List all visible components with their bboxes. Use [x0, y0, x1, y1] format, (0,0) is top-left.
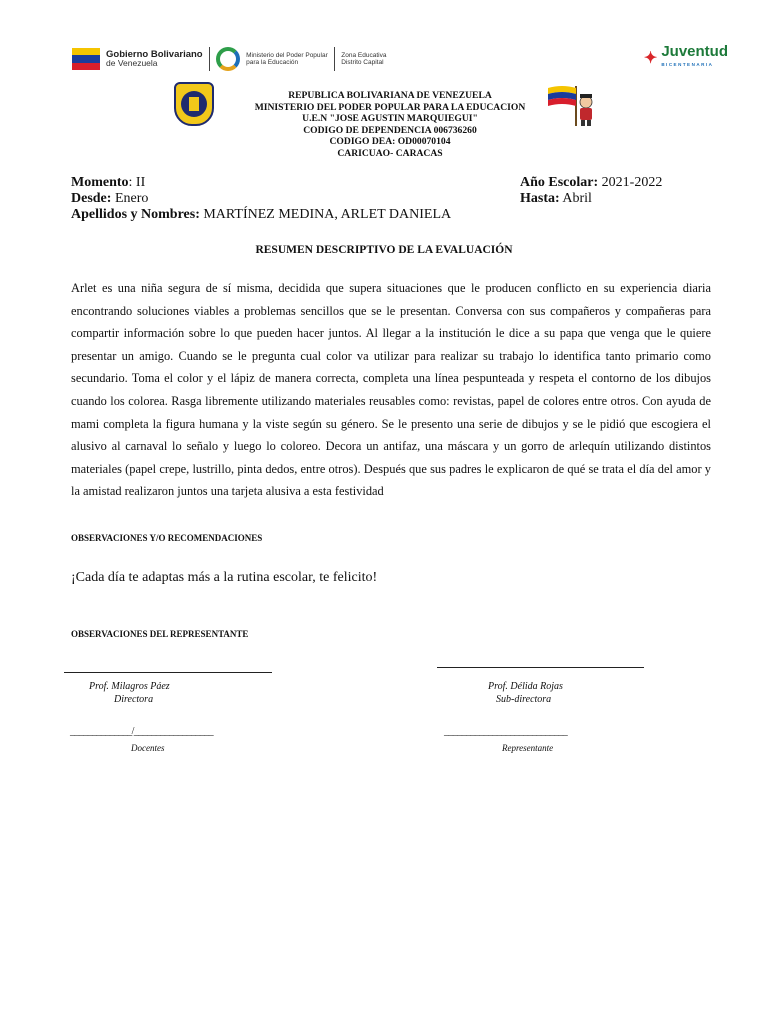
- zona-line1: Zona Educativa: [341, 51, 387, 59]
- ministerio-logo-icon: [216, 47, 240, 71]
- momento-field: [71, 175, 145, 191]
- venezuela-flag-icon: [72, 48, 100, 70]
- divider: [334, 47, 336, 71]
- juventud-logo: [644, 44, 728, 72]
- representante-signature-line: ____________________________: [444, 726, 568, 737]
- hasta-label: Hasta:: [520, 191, 560, 206]
- anio-escolar-field: [520, 175, 662, 191]
- nombres-field: [71, 207, 451, 223]
- header-line5: CODIGO DEA: OD00070104: [329, 136, 451, 147]
- observaciones-text: ¡Cada día te adaptas más a la rutina escolar, te felicito!: [71, 570, 378, 585]
- nombres-label: Apellidos y Nombres:: [71, 207, 200, 222]
- docentes-role: Docentes: [131, 743, 165, 753]
- ministerio-line2: para la Educación: [246, 59, 299, 66]
- subdirectora-name: Prof. Délida Rojas: [488, 681, 563, 692]
- subdirectora-signature-line: [437, 667, 644, 668]
- docentes-signature-line: ______________/__________________: [70, 726, 213, 737]
- directora-signature-line: [64, 672, 272, 673]
- anio-value: 2021-2022: [598, 175, 663, 190]
- gobierno-line1: Gobierno Bolivariano: [106, 49, 203, 60]
- desde-field: [71, 191, 148, 207]
- nombres-value: MARTÍNEZ MEDINA, ARLET DANIELA: [199, 207, 452, 222]
- momento-label: Momento: [71, 175, 129, 190]
- observaciones-heading: OBSERVACIONES Y/O RECOMENDACIONES: [71, 533, 263, 543]
- juventud-word: Juventud: [661, 43, 728, 60]
- anio-label: Año Escolar:: [520, 175, 599, 190]
- zona-line2: Distrito Capital: [341, 59, 384, 66]
- summary-paragraph: Arlet es una niña segura de sí misma, decidida que supera situaciones que le producen conflicto en su experiencia diaria encontrando soluciones viables a problemas sencillos que se le presentan. Conversa con sus compañeros y compañeras para compartir información sobre lo que pueden hacer juntos. Al llegar a la institución le dice a su papa que venga que le quiere presentar un amigo. Cuando se le pregunta cual color va utilizar para realizar su trabajo lo identifica tanto primario como secundario. Toma el color y el lápiz de manera correcta, completa una línea pespunteada y respeta el contorno de los dibujos cuando los colorea. Rasga libremente utilizando materiales reusables como: revistas, papel de colores entre otros. Con ayuda de mami completa la figura humana y la viste según su género. Se le presento una serie de dibujos y se le pidió que escogiera el alusivo al carnaval lo señalo y luego lo coloreo. Decora un antifaz, una máscara y un gorro de arlequín utilizando distintos materiales (papel crepe, lustrillo, pinta dedos, entre otros). Después que sus padres le explicaron de qué se trata el día del amor y la amistad realizaron juntos una tarjeta alusiva a esta festividad: [71, 281, 711, 499]
- directora-name: Prof. Milagros Páez: [89, 681, 170, 692]
- hasta-value: Abril: [559, 191, 592, 206]
- directora-role: Directora: [114, 694, 154, 705]
- document-title: RESUMEN DESCRIPTIVO DE LA EVALUACIÓN: [255, 244, 513, 256]
- desde-value: Enero: [111, 191, 149, 206]
- header-line6: CARICUAO- CARACAS: [337, 147, 443, 159]
- header-line2: MINISTERIO DEL PODER POPULAR PARA LA EDUCACION: [254, 101, 526, 113]
- header-line3: U.E.N "JOSE AGUSTIN MARQUIEGUI": [302, 113, 478, 124]
- divider: [209, 47, 211, 71]
- gobierno-text: [106, 50, 203, 68]
- representante-heading: OBSERVACIONES DEL REPRESENTANTE: [71, 629, 249, 639]
- institution-header: [200, 90, 580, 159]
- gobierno-line2: de Venezuela: [106, 58, 158, 68]
- header-line1: REPUBLICA BOLIVARIANA DE VENEZUELA: [288, 90, 492, 101]
- government-logos: [72, 44, 386, 74]
- zona-text: [341, 52, 386, 67]
- momento-value: : II: [128, 175, 146, 190]
- juventud-wordmark: [661, 45, 728, 71]
- representante-role: Representante: [502, 743, 554, 753]
- hasta-field: [520, 191, 592, 207]
- subdirectora-role: Sub-directora: [496, 694, 552, 705]
- ministerio-text: [246, 52, 328, 67]
- juventud-sub: BICENTENARIA: [661, 62, 714, 67]
- juventud-mark-icon: ✦: [643, 50, 658, 67]
- desde-label: Desde:: [71, 191, 112, 206]
- header-line4: CODIGO DE DEPENDENCIA 006736260: [303, 124, 477, 136]
- ministerio-line1: Ministerio del Poder Popular: [246, 51, 328, 59]
